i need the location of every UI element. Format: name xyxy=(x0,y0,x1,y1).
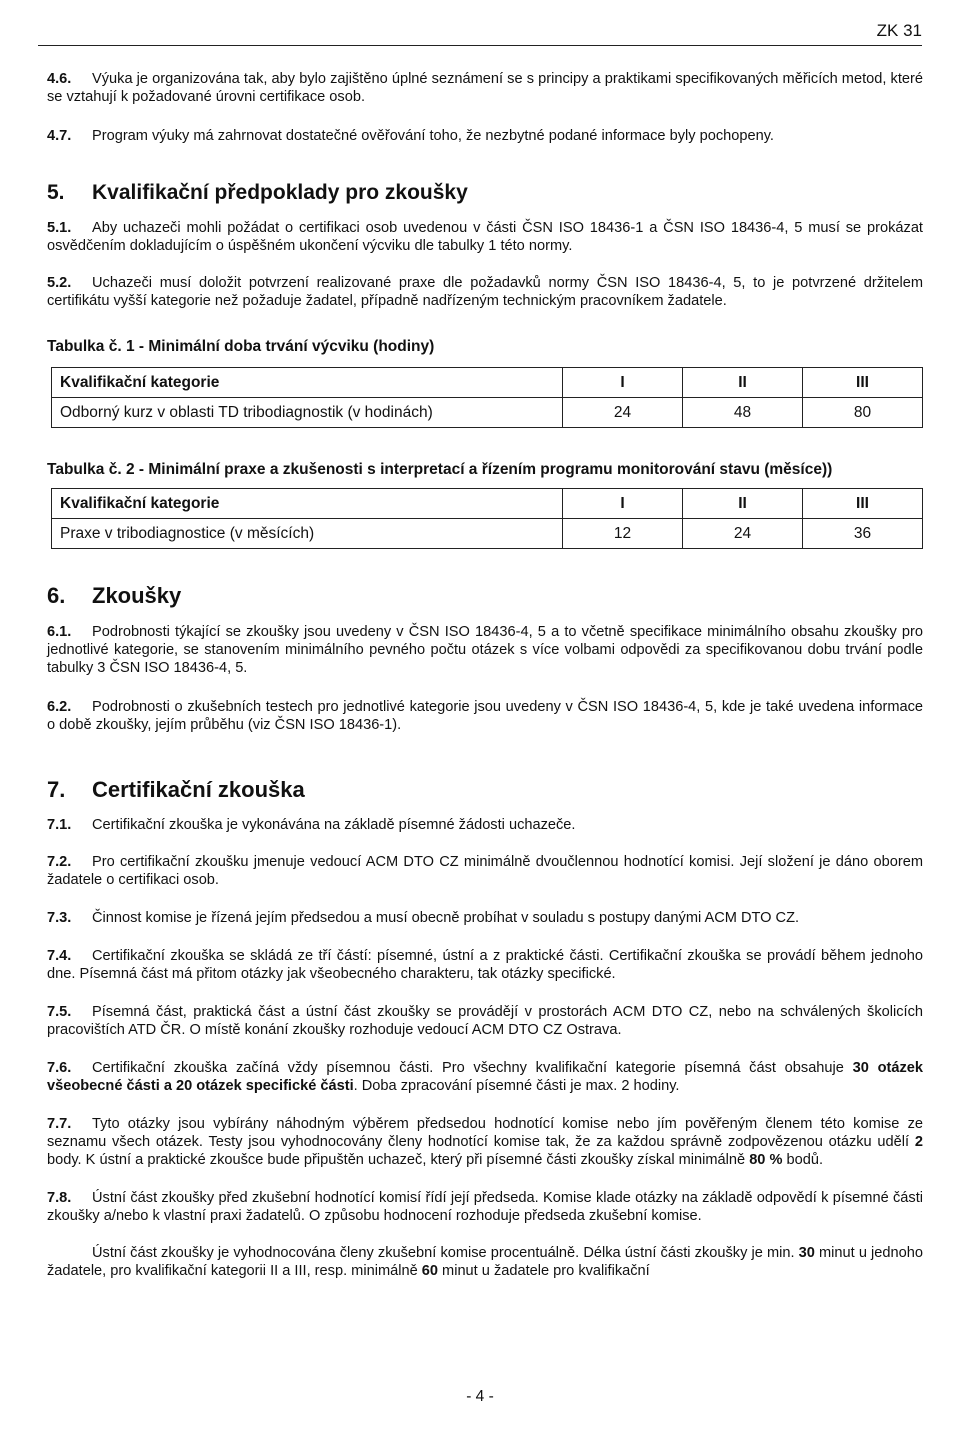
heading-text: Zkoušky xyxy=(92,583,182,608)
paragraph-number: 7.6. xyxy=(47,1060,72,1076)
paragraph-number: 7.1. xyxy=(47,817,72,833)
paragraph-5-2 xyxy=(47,274,923,310)
paragraph-7-6 xyxy=(47,1059,923,1095)
paragraph-text: Pro certifikační zkoušku jmenuje vedoucí ACM DTO CZ minimálně dvoučlennou hodnotící komisi. Její složení je dáno oborem žadatele o certifikaci osob. xyxy=(47,854,923,888)
paragraph-text: Ústní část zkoušky před zkušební hodnotící komisí řídí její předseda. Komise klade otázky na základě odpovědí k písemné části zkoušky a/nebo k vlastní praxi žadatelů. O způsobu hodnocení rozhoduje předseda zkušební komise. xyxy=(47,1190,923,1224)
heading-text: Kvalifikační předpoklady pro zkoušky xyxy=(92,181,468,204)
paragraph-7-5 xyxy=(47,1003,923,1039)
table-row xyxy=(52,519,923,549)
paragraph-text: Program výuky má zahrnovat dostatečné ověřování toho, že nezbytné podané informace byly pochopeny. xyxy=(92,128,774,144)
paragraph-text: . Doba zpracování písemné části je max. 2 hodiny. xyxy=(353,1078,680,1094)
paragraph-text: Ústní část zkoušky je vyhodnocována členy zkušební komise procentuálně. Délka ústní části zkoušky je min. xyxy=(92,1245,799,1261)
paragraph-text: Činnost komise je řízená jejím předsedou a musí obecně probíhat v souladu s postupy danými ACM DTO CZ. xyxy=(92,910,800,926)
table-header-cell: II xyxy=(683,489,803,519)
table-header-cell: Kvalifikační kategorie xyxy=(52,489,563,519)
table-1-caption xyxy=(47,337,923,357)
paragraph-7-4 xyxy=(47,947,923,983)
section-heading-7 xyxy=(47,777,923,803)
paragraph-number: 7.7. xyxy=(47,1116,72,1132)
paragraph-text: Písemná část, praktická část a ústní část zkoušky se provádějí v prostorách ACM DTO CZ, nebo na schválených školicích pracovištích ATD ČR. O místě konání zkoušky rozhoduje vedoucí ACM DTO CZ Ostrava. xyxy=(47,1004,923,1038)
paragraph-7-8 xyxy=(47,1189,923,1225)
paragraph-7-3 xyxy=(47,909,923,927)
emphasis-text: 80 % xyxy=(749,1152,783,1168)
heading-number: 6. xyxy=(47,583,66,608)
table-2 xyxy=(51,488,923,549)
table-header-cell: I xyxy=(563,489,683,519)
paragraph-text: Uchazeči musí doložit potvrzení realizované praxe dle požadavků normy ČSN ISO 18436-4, 5, to je potvrzené držitelem certifikátu vyšší kategorie než požaduje žadatel, případně nadřízeným technickým pracovníkem žadatele. xyxy=(47,275,923,309)
paragraph-number: 4.6. xyxy=(47,71,72,87)
table-header-row xyxy=(52,368,923,398)
heading-number: 7. xyxy=(47,777,66,802)
table-cell: 80 xyxy=(803,398,923,428)
paragraph-number: 5.2. xyxy=(47,275,72,291)
paragraph-text: minut u jednoho žadatele, pro kvalifikační kategorii II a III, resp. minimálně xyxy=(47,1245,923,1279)
paragraph-number: 4.7. xyxy=(47,128,72,144)
table-header-cell: III xyxy=(803,368,923,398)
table-row xyxy=(52,398,923,428)
paragraph-number: 5.1. xyxy=(47,220,72,236)
table-header-row xyxy=(52,489,923,519)
paragraph-number: 7.8. xyxy=(47,1190,72,1206)
table-cell: 24 xyxy=(563,398,683,428)
paragraph-text: body. K ústní a praktické zkoušce bude připuštěn uchazeč, který při písemné části zkoušky získal minimálně xyxy=(47,1152,750,1168)
paragraph-number: 7.3. xyxy=(47,910,72,926)
table-cell: 24 xyxy=(683,519,803,549)
emphasis-text: 60 xyxy=(421,1263,438,1279)
paragraph-number: 7.2. xyxy=(47,854,72,870)
paragraph-text: Tyto otázky jsou vybírány náhodným výběrem předsedou hodnotící komise nebo jím pověřeným členem této komise ze seznamu všech otázek. Testy jsou vyhodnocovány členy hodnotící komise tak, že za každou správně zodpovězenou otázku udělí xyxy=(47,1116,923,1150)
caption-text: 2 - Minimální praxe a zkušenosti s interpretací a řízením programu monitorování stavu (měsíce)) xyxy=(125,461,833,478)
paragraph-6-2 xyxy=(47,698,923,734)
paragraph-text: Certifikační zkouška je vykonávána na základě písemné žádosti uchazeče. xyxy=(92,817,576,833)
caption-label: Tabulka č. xyxy=(47,461,122,478)
table-cell: Odborný kurz v oblasti TD tribodiagnostik (v hodinách) xyxy=(52,398,563,428)
paragraph-text: Výuka je organizována tak, aby bylo zajištěno úplné seznámení se s principy a praktikami specifikovaných měřicích metod, které se vztahují k požadované úrovni certifikace osob. xyxy=(47,71,923,105)
page-code: ZK 31 xyxy=(876,21,922,40)
caption-text: 1 - Minimální doba trvání výcviku (hodiny) xyxy=(125,338,435,355)
paragraph-6-1 xyxy=(47,623,923,677)
paragraph-text: Podrobnosti o zkušebních testech pro jednotlivé kategorie jsou uvedeny v ČSN ISO 18436-4, 5, kde je také uvedena informace o době zkoušky, jejím průběhu (viz ČSN ISO 18436-1). xyxy=(47,699,923,733)
paragraph-text: Aby uchazeči mohli požádat o certifikaci osob uvedenou v části ČSN ISO 18436-1 a ČSN ISO 18436-4, 5 musí se prokázat osvědčením dokladujícím o úspěšném ukončení výcviku dle tabulky 1 této normy. xyxy=(47,220,923,254)
table-header-cell: III xyxy=(803,489,923,519)
paragraph-text: Podrobnosti týkající se zkoušky jsou uvedeny v ČSN ISO 18436-4, 5 a to včetně specifikace minimálního obsahu zkoušky pro jednotlivé kategorie, se stanovením minimálního pevného počtu otázek s více volbami odpovědi za specifikovanou dobu trvání podle tabulky 3 ČSN ISO 18436-4, 5. xyxy=(47,624,923,676)
paragraph-closing xyxy=(47,1244,923,1280)
table-2-caption xyxy=(47,460,923,480)
table-header-cell: I xyxy=(563,368,683,398)
paragraph-7-7 xyxy=(47,1115,923,1169)
emphasis-text: 30 xyxy=(798,1245,815,1261)
paragraph-7-1 xyxy=(47,816,923,834)
paragraph-number: 7.4. xyxy=(47,948,72,964)
paragraph-number: 7.5. xyxy=(47,1004,72,1020)
header-rule xyxy=(38,45,922,46)
emphasis-text: 30 otázek všeobecné části a 20 otázek specifické části xyxy=(47,1060,923,1094)
paragraph-number: 6.2. xyxy=(47,699,72,715)
page-number: - 4 - xyxy=(466,1388,494,1405)
section-heading-5 xyxy=(47,180,923,206)
heading-number: 5. xyxy=(47,181,65,204)
paragraph-text: minut u žadatele pro kvalifikační xyxy=(437,1263,650,1279)
paragraph-4-6 xyxy=(47,70,923,106)
caption-label: Tabulka č. xyxy=(47,338,122,355)
table-header-cell: Kvalifikační kategorie xyxy=(52,368,563,398)
table-cell: Praxe v tribodiagnostice (v měsících) xyxy=(52,519,563,549)
paragraph-text: Certifikační zkouška začíná vždy písemnou části. Pro všechny kvalifikační kategorie písemná část obsahuje xyxy=(92,1060,853,1076)
table-header-cell: II xyxy=(683,368,803,398)
paragraph-text: bodů. xyxy=(782,1152,824,1168)
section-heading-6 xyxy=(47,583,923,609)
heading-text: Certifikační zkouška xyxy=(92,777,305,802)
emphasis-text: 2 xyxy=(914,1134,923,1150)
paragraph-5-1 xyxy=(47,219,923,255)
table-1 xyxy=(51,367,923,428)
table-cell: 36 xyxy=(803,519,923,549)
paragraph-text: Certifikační zkouška se skládá ze tří částí: písemné, ústní a z praktické části. Certifikační zkouška se provádí během jednoho dne. Písemná část má přitom otázky jak všeobecného charakteru, tak otázky specifické. xyxy=(47,948,923,982)
document-body xyxy=(47,62,923,1280)
table-cell: 48 xyxy=(683,398,803,428)
paragraph-7-2 xyxy=(47,853,923,889)
paragraph-number: 6.1. xyxy=(47,624,72,640)
paragraph-4-7 xyxy=(47,127,923,145)
table-cell: 12 xyxy=(563,519,683,549)
